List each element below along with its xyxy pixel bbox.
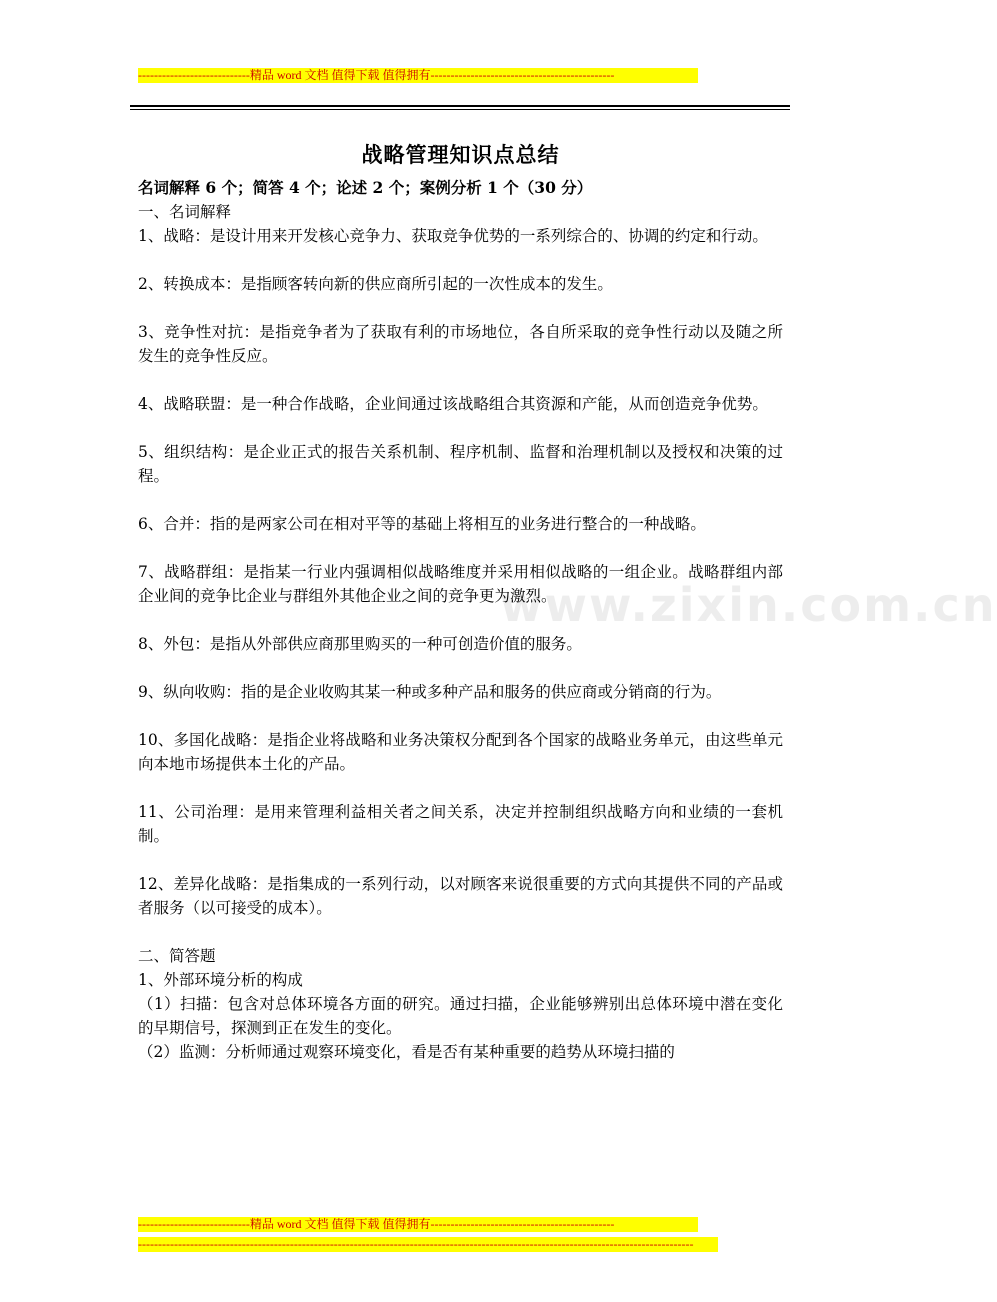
- answer-item: （2）监测：分析师通过观察环境变化，看是否有某种重要的趋势从环境扫描的: [138, 1043, 675, 1061]
- footer-banner: ----------------------------精品 word 文档 值得下载 值得拥有----------------------------------------------: [138, 1217, 698, 1232]
- header-rule-thick: [130, 105, 790, 107]
- definition-item: 10、多国化战略：是指企业将战略和业务决策权分配到各个国家的战略业务单元，由这些单元向本地市场提供本土化的产品。: [138, 731, 783, 773]
- section-heading-definitions: 一、名词解释: [138, 203, 232, 221]
- definition-item: 3、竞争性对抗：是指竞争者为了获取有利的市场地位，各自所采取的竞争性行动以及随之所发生的竞争性反应。: [138, 323, 783, 365]
- exam-summary: 名词解释 6 个；简答 4 个；论述 2 个；案例分析 1 个（30 分）: [138, 178, 593, 197]
- definition-item: 2、转换成本：是指顾客转向新的供应商所引起的一次性成本的发生。: [138, 275, 613, 293]
- definition-item: 1、战略：是设计用来开发核心竞争力、获取竞争优势的一系列综合的、协调的约定和行动。: [138, 227, 768, 245]
- watermark: www.zixin.com.cn: [500, 578, 997, 632]
- header-banner: ----------------------------精品 word 文档 值得下载 值得拥有----------------------------------------------: [138, 68, 698, 83]
- definition-item: 7、战略群组：是指某一行业内强调相似战略维度并采用相似战略的一组企业。战略群组内部企业间的竞争比企业与群组外其他企业之间的竞争更为激烈。: [138, 563, 783, 605]
- definition-item: 6、合并：指的是两家公司在相对平等的基础上将相互的业务进行整合的一种战略。: [138, 515, 706, 533]
- answer-item: （1）扫描：包含对总体环境各方面的研究。通过扫描，企业能够辨别出总体环境中潜在变化的早期信号，探测到正在发生的变化。: [138, 995, 783, 1037]
- definition-item: 8、外包：是指从外部供应商那里购买的一种可创造价值的服务。: [138, 635, 582, 653]
- footer-banner-dashes: -------------------------------------------------------------------------------------------------------------------------------------------: [138, 1237, 718, 1252]
- definition-item: 5、组织结构：是企业正式的报告关系机制、程序机制、监督和治理机制以及授权和决策的过程。: [138, 443, 783, 485]
- document-title: 战略管理知识点总结: [361, 142, 560, 167]
- document-body: [138, 140, 783, 1064]
- definition-item: 11、公司治理：是用来管理利益相关者之间关系，决定并控制组织战略方向和业绩的一套机制。: [138, 803, 783, 845]
- header-rule-thin: [130, 109, 790, 110]
- definition-item: 12、差异化战略：是指集成的一系列行动，以对顾客来说很重要的方式向其提供不同的产品或者服务（以可接受的成本）。: [138, 875, 783, 917]
- definition-item: 9、纵向收购：指的是企业收购其某一种或多种产品和服务的供应商或分销商的行为。: [138, 683, 722, 701]
- definition-item: 4、战略联盟：是一种合作战略，企业间通过该战略组合其资源和产能，从而创造竞争优势。: [138, 395, 768, 413]
- section-heading-short-answer: 二、简答题: [138, 947, 216, 965]
- question-heading: 1、外部环境分析的构成: [138, 971, 303, 989]
